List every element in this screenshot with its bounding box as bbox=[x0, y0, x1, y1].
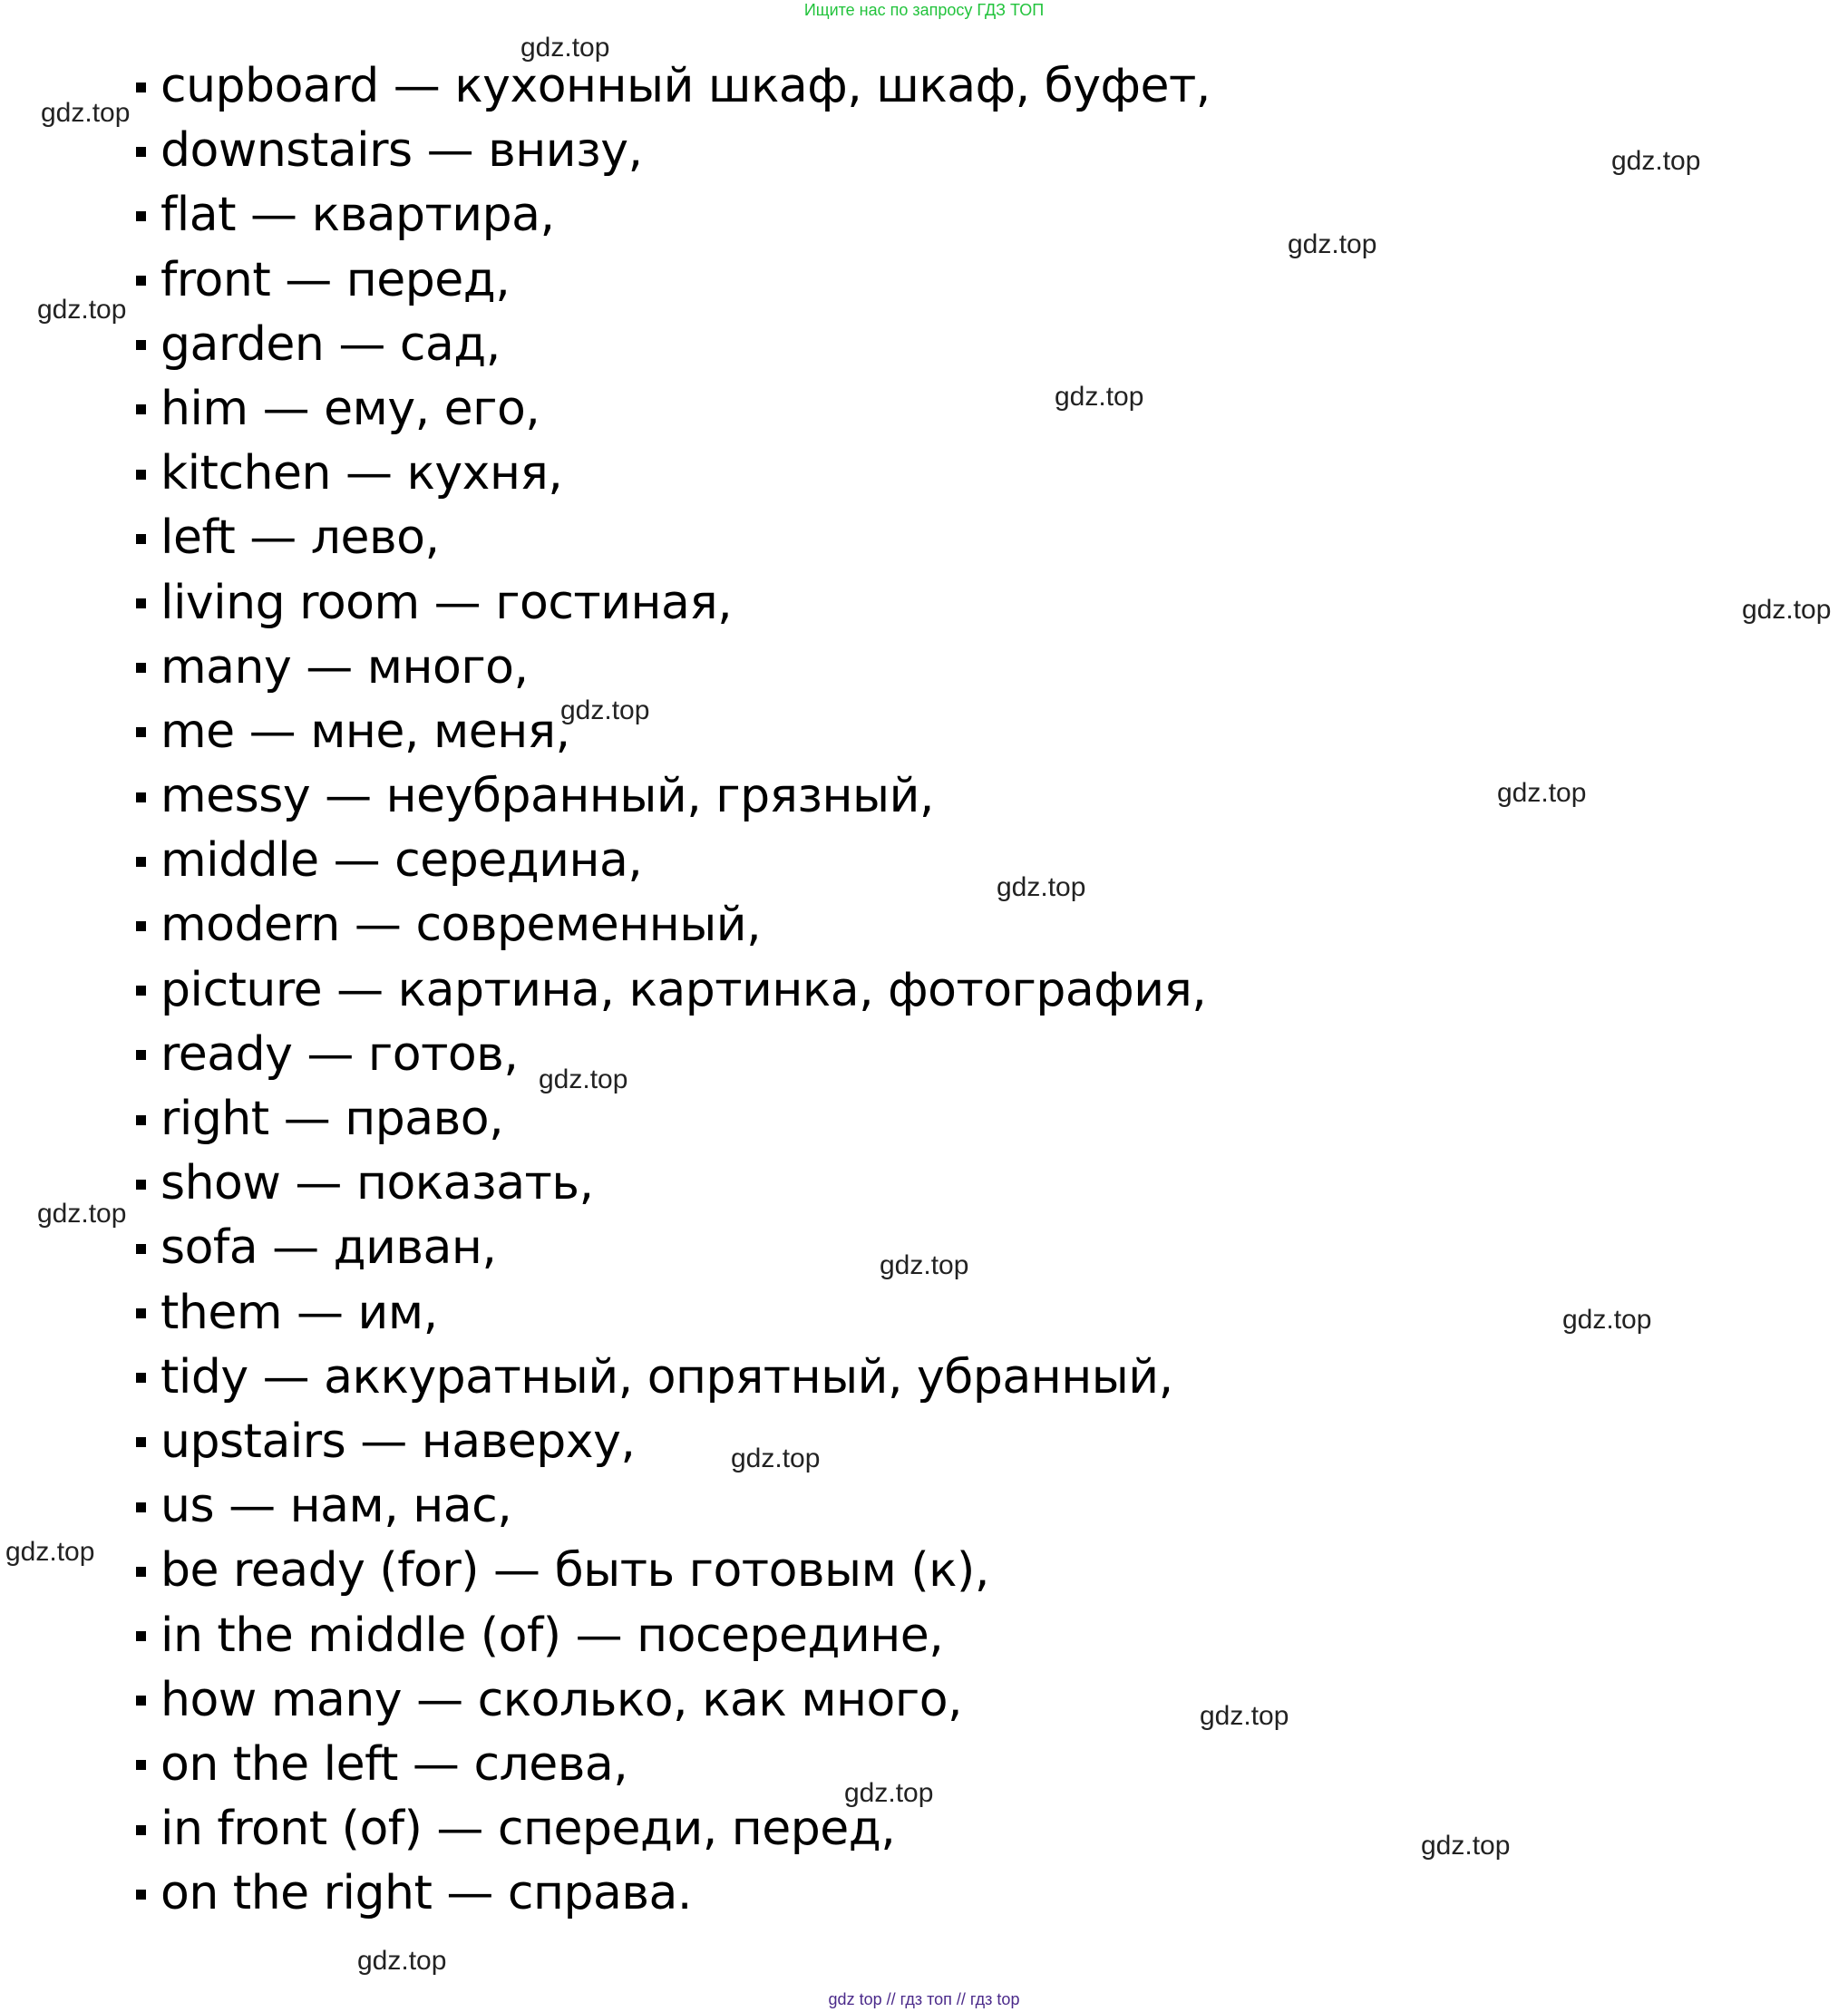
watermark: gdz.top bbox=[5, 1537, 95, 1567]
vocab-text: left — лево, bbox=[160, 510, 440, 566]
bullet-icon bbox=[136, 211, 146, 221]
vocab-item bbox=[136, 1861, 1211, 1926]
vocab-item bbox=[136, 571, 1211, 636]
vocab-item bbox=[136, 1216, 1211, 1280]
vocab-text: them — им, bbox=[160, 1285, 438, 1340]
vocab-text: kitchen — кухня, bbox=[160, 446, 563, 501]
vocab-text: cupboard — кухонный шкаф, шкаф, буфет, bbox=[160, 59, 1211, 113]
vocab-text: me — мне, меня, bbox=[160, 704, 570, 759]
watermark: gdz.top bbox=[1055, 382, 1144, 412]
vocab-text: messy — неубранный, грязный, bbox=[160, 769, 934, 824]
vocab-text: in front (of) — спереди, перед, bbox=[160, 1802, 896, 1857]
vocab-item bbox=[136, 1281, 1211, 1346]
vocab-text: be ready (for) — быть готовым (к), bbox=[160, 1543, 989, 1599]
bullet-icon bbox=[136, 470, 146, 480]
vocab-text: how many — сколько, как много, bbox=[160, 1672, 963, 1727]
bullet-icon bbox=[136, 276, 146, 286]
top-banner: Ищите нас по запросу ГДЗ ТОП bbox=[803, 1, 1045, 19]
bullet-icon bbox=[136, 147, 146, 157]
watermark: gdz.top bbox=[731, 1443, 821, 1473]
vocab-text: living room — гостиная, bbox=[160, 575, 733, 630]
vocab-item bbox=[136, 1152, 1211, 1216]
footer: gdz top // гдз топ // гдз top bbox=[828, 1990, 1020, 2008]
watermark: gdz.top bbox=[997, 872, 1086, 902]
vocab-text: in the middle (of) — посередине, bbox=[160, 1608, 944, 1663]
vocab-item bbox=[136, 636, 1211, 700]
bullet-icon bbox=[136, 921, 146, 931]
watermark: gdz.top bbox=[357, 1946, 447, 1976]
watermark: gdz.top bbox=[1562, 1305, 1652, 1335]
vocab-text: many — много, bbox=[160, 639, 529, 695]
bullet-icon bbox=[136, 727, 146, 737]
vocab-text: him — ему, его, bbox=[160, 381, 540, 436]
vocab-item bbox=[136, 248, 1211, 313]
vocab-text: show — показать, bbox=[160, 1156, 594, 1211]
watermark: gdz.top bbox=[1497, 778, 1587, 808]
bullet-icon bbox=[136, 1437, 146, 1447]
watermark: gdz.top bbox=[1421, 1831, 1511, 1861]
bullet-icon bbox=[136, 598, 146, 608]
watermark: gdz.top bbox=[539, 1064, 628, 1094]
vocab-item bbox=[136, 1733, 1211, 1797]
bullet-icon bbox=[136, 857, 146, 867]
vocab-item bbox=[136, 700, 1211, 764]
watermark: gdz.top bbox=[1611, 146, 1701, 176]
bullet-icon bbox=[136, 1631, 146, 1641]
vocab-item bbox=[136, 506, 1211, 570]
vocab-text: on the right — справа. bbox=[160, 1866, 692, 1921]
bullet-icon bbox=[136, 1180, 146, 1190]
bullet-icon bbox=[136, 1760, 146, 1770]
bullet-icon bbox=[136, 404, 146, 414]
vocab-item bbox=[136, 1023, 1211, 1087]
watermark: gdz.top bbox=[844, 1778, 934, 1808]
bullet-icon bbox=[136, 1567, 146, 1577]
bullet-icon bbox=[136, 663, 146, 673]
vocab-item bbox=[136, 1346, 1211, 1410]
vocab-text: ready — готов, bbox=[160, 1026, 519, 1082]
bullet-icon bbox=[136, 792, 146, 802]
vocab-text: front — перед, bbox=[160, 252, 511, 307]
vocab-item bbox=[136, 183, 1211, 248]
vocab-item bbox=[136, 1410, 1211, 1474]
vocab-item bbox=[136, 442, 1211, 506]
vocab-item bbox=[136, 377, 1211, 442]
vocab-text: on the left — слева, bbox=[160, 1736, 628, 1792]
vocab-item bbox=[136, 1797, 1211, 1861]
bullet-icon bbox=[136, 1825, 146, 1835]
vocab-item bbox=[136, 1087, 1211, 1152]
vocabulary-list bbox=[136, 54, 1211, 1926]
vocab-text: tidy — аккуратный, опрятный, убранный, bbox=[160, 1349, 1173, 1405]
bullet-icon bbox=[136, 1050, 146, 1060]
watermark: gdz.top bbox=[1742, 595, 1832, 625]
vocab-item bbox=[136, 54, 1211, 119]
vocab-text: garden — сад, bbox=[160, 316, 501, 372]
bullet-icon bbox=[136, 1502, 146, 1512]
watermark: gdz.top bbox=[37, 1199, 127, 1229]
bullet-icon bbox=[136, 1308, 146, 1318]
vocab-text: picture — картина, картинка, фотография, bbox=[160, 962, 1207, 1017]
watermark: gdz.top bbox=[880, 1250, 969, 1280]
vocab-text: us — нам, нас, bbox=[160, 1479, 512, 1534]
watermark: gdz.top bbox=[41, 98, 131, 128]
bullet-icon bbox=[136, 1696, 146, 1706]
vocab-item bbox=[136, 1668, 1211, 1733]
vocab-item bbox=[136, 1539, 1211, 1603]
bullet-icon bbox=[136, 340, 146, 350]
vocab-item bbox=[136, 1604, 1211, 1668]
bullet-icon bbox=[136, 1244, 146, 1254]
watermark: gdz.top bbox=[520, 33, 610, 63]
watermark: gdz.top bbox=[37, 295, 127, 325]
bullet-icon bbox=[136, 1373, 146, 1383]
vocab-item bbox=[136, 313, 1211, 377]
bullet-icon bbox=[136, 83, 146, 92]
vocab-text: right — право, bbox=[160, 1092, 504, 1146]
bullet-icon bbox=[136, 1115, 146, 1125]
vocab-item bbox=[136, 764, 1211, 829]
vocab-text: middle — середина, bbox=[160, 833, 643, 889]
watermark: gdz.top bbox=[560, 695, 650, 725]
vocab-text: sofa — диван, bbox=[160, 1220, 497, 1276]
watermark: gdz.top bbox=[1200, 1701, 1289, 1731]
vocab-text: downstairs — внизу, bbox=[160, 123, 643, 179]
vocab-text: upstairs — наверху, bbox=[160, 1414, 636, 1469]
bullet-icon bbox=[136, 986, 146, 996]
bullet-icon bbox=[136, 1890, 146, 1900]
vocab-text: flat — квартира, bbox=[160, 188, 555, 243]
bullet-icon bbox=[136, 534, 146, 544]
vocab-item bbox=[136, 1474, 1211, 1539]
vocab-item bbox=[136, 958, 1211, 1023]
vocab-item bbox=[136, 893, 1211, 957]
vocab-text: modern — современный, bbox=[160, 898, 762, 953]
vocab-item bbox=[136, 119, 1211, 183]
watermark: gdz.top bbox=[1288, 229, 1377, 259]
